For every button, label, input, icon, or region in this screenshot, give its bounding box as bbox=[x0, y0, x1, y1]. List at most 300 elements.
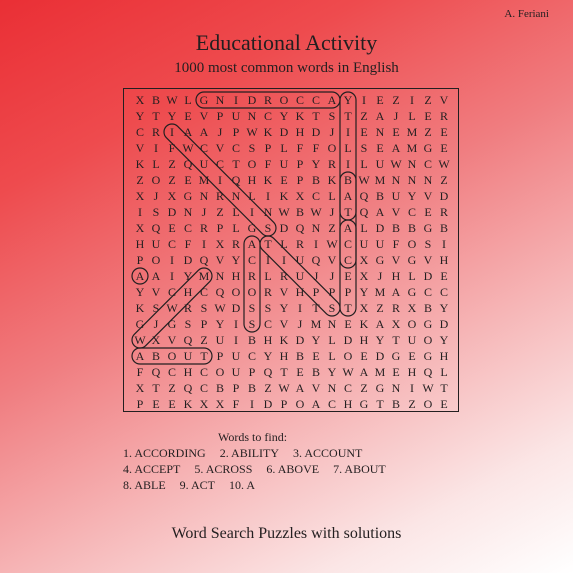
grid-letter: X bbox=[391, 317, 401, 331]
grid-letter: I bbox=[250, 397, 254, 411]
grid-letter: D bbox=[231, 301, 241, 315]
grid-letter: Q bbox=[263, 365, 273, 379]
grid-letter: L bbox=[264, 269, 272, 283]
grid-letter: B bbox=[215, 381, 224, 395]
cover-footer: Word Search Puzzles with solutions bbox=[171, 525, 402, 542]
grid-letter: E bbox=[376, 93, 384, 107]
grid-letter: Q bbox=[183, 381, 193, 395]
grid-letter: W bbox=[310, 205, 322, 219]
grid-letter: Z bbox=[216, 205, 224, 219]
grid-letter: S bbox=[200, 301, 208, 315]
grid-letter: D bbox=[183, 253, 193, 267]
grid-letter: K bbox=[279, 189, 289, 203]
grid-letter: X bbox=[135, 221, 145, 235]
grid-letter: D bbox=[279, 221, 289, 235]
word-item: 5. ACROSS bbox=[194, 462, 253, 476]
grid-letter: O bbox=[343, 349, 353, 363]
grid-letter: B bbox=[423, 301, 432, 315]
grid-letter: P bbox=[264, 141, 272, 155]
grid-letter: F bbox=[392, 237, 400, 251]
grid-letter: L bbox=[440, 365, 448, 379]
grid-letter: B bbox=[391, 397, 400, 411]
grid-letter: V bbox=[311, 381, 321, 395]
grid-letter: R bbox=[183, 301, 192, 315]
grid-letter: E bbox=[424, 205, 432, 219]
grid-letter: E bbox=[392, 365, 400, 379]
grid-letter: B bbox=[343, 173, 352, 187]
grid-letter: D bbox=[439, 317, 449, 331]
grid-letter: N bbox=[215, 93, 225, 107]
grid-letter: I bbox=[234, 333, 238, 347]
grid-letter: G bbox=[199, 93, 209, 107]
grid-letter: E bbox=[440, 269, 448, 283]
grid-letter: P bbox=[296, 157, 304, 171]
grid-letter: W bbox=[326, 237, 338, 251]
grid-letter: A bbox=[343, 189, 353, 203]
grid-letter: E bbox=[344, 269, 352, 283]
grid-letter: R bbox=[295, 237, 304, 251]
grid-letter: I bbox=[218, 173, 222, 187]
grid-letter: E bbox=[392, 125, 400, 139]
grid-letter: K bbox=[263, 125, 273, 139]
grid-letter: U bbox=[375, 157, 385, 171]
grid-letter: I bbox=[170, 125, 174, 139]
grid-letter: V bbox=[327, 253, 337, 267]
grid-letter: Q bbox=[359, 205, 369, 219]
grid-letter: D bbox=[423, 269, 433, 283]
grid-letter: X bbox=[359, 253, 369, 267]
grid-letter: V bbox=[151, 285, 161, 299]
grid-letter: S bbox=[360, 141, 368, 155]
grid-letter: Z bbox=[200, 333, 208, 347]
grid-letter: P bbox=[296, 173, 304, 187]
grid-letter: D bbox=[167, 205, 177, 219]
grid-letter: L bbox=[360, 221, 368, 235]
grid-letter: N bbox=[391, 381, 401, 395]
grid-letter: H bbox=[247, 173, 257, 187]
grid-letter: N bbox=[391, 173, 401, 187]
grid-letter: D bbox=[439, 189, 449, 203]
grid-letter: V bbox=[135, 141, 145, 155]
grid-letter: K bbox=[135, 301, 145, 315]
grid-letter: V bbox=[423, 253, 433, 267]
grid-letter: K bbox=[359, 317, 369, 331]
grid-letter: Q bbox=[151, 365, 161, 379]
grid-letter: E bbox=[296, 365, 304, 379]
grid-letter: F bbox=[296, 141, 304, 155]
grid-letter: W bbox=[358, 173, 370, 187]
grid-letter: M bbox=[406, 125, 418, 139]
grid-letter: I bbox=[154, 141, 158, 155]
grid-letter: P bbox=[328, 285, 336, 299]
grid-letter: H bbox=[183, 365, 193, 379]
grid-letter: I bbox=[298, 301, 302, 315]
grid-letter: D bbox=[343, 333, 353, 347]
grid-letter: M bbox=[374, 365, 386, 379]
grid-letter: J bbox=[329, 205, 335, 219]
word-item: 7. ABOUT bbox=[333, 462, 386, 476]
grid-letter: L bbox=[328, 333, 336, 347]
grid-letter: A bbox=[295, 381, 305, 395]
grid-letter: G bbox=[423, 221, 433, 235]
grid-letter: L bbox=[408, 109, 416, 123]
grid-letter: K bbox=[135, 157, 145, 171]
grid-letter: M bbox=[198, 269, 210, 283]
grid-letter: N bbox=[183, 205, 193, 219]
grid-letter: Z bbox=[136, 173, 144, 187]
words-heading: Words to find: bbox=[218, 430, 288, 444]
grid-letter: C bbox=[343, 237, 352, 251]
grid-letter: Y bbox=[327, 365, 337, 379]
grid-letter: W bbox=[390, 157, 402, 171]
grid-letter: Y bbox=[311, 157, 321, 171]
grid-letter: W bbox=[422, 381, 434, 395]
grid-letter: W bbox=[246, 125, 258, 139]
grid-letter: J bbox=[329, 125, 335, 139]
grid-letter: W bbox=[214, 301, 226, 315]
grid-letter: H bbox=[407, 365, 417, 379]
grid-letter: W bbox=[182, 141, 194, 155]
grid-letter: P bbox=[232, 125, 240, 139]
grid-letter: F bbox=[232, 397, 240, 411]
grid-letter: T bbox=[440, 381, 448, 395]
grid-letter: W bbox=[166, 93, 178, 107]
grid-letter: S bbox=[152, 301, 160, 315]
grid-letter: E bbox=[312, 349, 320, 363]
grid-row bbox=[132, 395, 452, 413]
grid-letter: W bbox=[278, 205, 290, 219]
grid-letter: T bbox=[376, 397, 384, 411]
grid-letter: H bbox=[295, 285, 305, 299]
grid-letter: J bbox=[393, 109, 399, 123]
grid-letter: C bbox=[311, 93, 320, 107]
grid-letter: A bbox=[375, 109, 385, 123]
grid-letter: Q bbox=[199, 253, 209, 267]
grid-letter: I bbox=[202, 237, 206, 251]
grid-letter: Z bbox=[360, 381, 368, 395]
grid-letter: G bbox=[423, 349, 433, 363]
grid-letter: Z bbox=[408, 397, 416, 411]
grid-letter: Y bbox=[135, 285, 145, 299]
grid-letter: F bbox=[136, 365, 144, 379]
grid-letter: H bbox=[343, 397, 353, 411]
grid-letter: C bbox=[439, 285, 448, 299]
grid-letter: L bbox=[360, 157, 368, 171]
grid-letter: Y bbox=[279, 109, 289, 123]
grid-letter: E bbox=[184, 173, 192, 187]
grid-letter: Z bbox=[328, 221, 336, 235]
grid-letter: A bbox=[359, 365, 369, 379]
grid-letter: E bbox=[376, 141, 384, 155]
grid-letter: J bbox=[153, 189, 159, 203]
grid-letter: D bbox=[279, 125, 289, 139]
grid-letter: D bbox=[247, 93, 257, 107]
grid-letter: N bbox=[375, 125, 385, 139]
grid-letter: B bbox=[151, 93, 160, 107]
grid-letter: X bbox=[359, 301, 369, 315]
grid-letter: Q bbox=[183, 157, 193, 171]
grid-letter: C bbox=[231, 141, 240, 155]
grid-letter: Z bbox=[360, 109, 368, 123]
grid-letter: Y bbox=[215, 317, 225, 331]
grid-letter: E bbox=[280, 173, 288, 187]
grid-letter: T bbox=[344, 301, 352, 315]
grid-letter: E bbox=[440, 397, 448, 411]
grid-letter: T bbox=[200, 349, 208, 363]
grid-letter: A bbox=[343, 221, 353, 235]
grid-letter: A bbox=[135, 349, 145, 363]
grid-letter: F bbox=[312, 141, 320, 155]
grid-letter: Y bbox=[311, 333, 321, 347]
grid-letter: O bbox=[279, 93, 289, 107]
grid-letter: B bbox=[247, 381, 256, 395]
grid-letter: H bbox=[183, 285, 193, 299]
grid-letter: I bbox=[410, 381, 414, 395]
grid-letter: G bbox=[423, 141, 433, 155]
grid-letter: G bbox=[375, 381, 385, 395]
grid-letter: L bbox=[184, 93, 192, 107]
grid-letter: E bbox=[184, 109, 192, 123]
grid-letter: S bbox=[328, 301, 336, 315]
grid-letter: L bbox=[328, 189, 336, 203]
grid-letter: Z bbox=[424, 93, 432, 107]
grid-letter: A bbox=[151, 269, 161, 283]
grid-letter: O bbox=[407, 237, 417, 251]
grid-letter: D bbox=[295, 333, 305, 347]
grid-letter: E bbox=[168, 221, 176, 235]
grid-letter: E bbox=[360, 125, 368, 139]
grid-letter: C bbox=[167, 365, 176, 379]
grid-letter: H bbox=[439, 253, 449, 267]
grid-letter: W bbox=[134, 333, 146, 347]
grid-letter: W bbox=[166, 301, 178, 315]
grid-letter: A bbox=[183, 125, 193, 139]
grid-letter: P bbox=[200, 317, 208, 331]
grid-letter: S bbox=[248, 317, 256, 331]
grid-letter: B bbox=[375, 189, 384, 203]
grid-letter: Q bbox=[151, 221, 161, 235]
grid-letter: L bbox=[232, 205, 240, 219]
grid-letter: S bbox=[184, 317, 192, 331]
grid-letter: C bbox=[199, 381, 208, 395]
grid-letter: Y bbox=[407, 189, 417, 203]
grid-letter: V bbox=[279, 285, 289, 299]
grid-letter: C bbox=[247, 349, 256, 363]
grid-letter: A bbox=[311, 397, 321, 411]
grid-letter: X bbox=[151, 333, 161, 347]
grid-letter: T bbox=[264, 237, 272, 251]
page-title: Educational Activity bbox=[195, 30, 378, 55]
grid-letter: V bbox=[439, 93, 449, 107]
grid-letter: C bbox=[183, 221, 192, 235]
grid-letter: L bbox=[152, 157, 160, 171]
grid-letter: A bbox=[199, 125, 209, 139]
grid-letter: L bbox=[280, 237, 288, 251]
grid-letter: U bbox=[231, 365, 241, 379]
grid-letter: P bbox=[344, 285, 352, 299]
grid-letter: C bbox=[215, 157, 224, 171]
grid-letter: G bbox=[407, 285, 417, 299]
grid-letter: I bbox=[234, 317, 238, 331]
grid-letter: N bbox=[247, 109, 257, 123]
grid-letter: P bbox=[280, 397, 288, 411]
grid-letter: O bbox=[215, 365, 225, 379]
grid-letter: X bbox=[407, 301, 417, 315]
grid-letter: V bbox=[167, 333, 177, 347]
grid-letter: I bbox=[266, 189, 270, 203]
grid-letter: H bbox=[391, 269, 401, 283]
grid-letter: X bbox=[135, 189, 145, 203]
grid-letter: R bbox=[263, 93, 272, 107]
grid-letter: F bbox=[264, 157, 272, 171]
grid-letter: N bbox=[231, 189, 241, 203]
grid-letter: S bbox=[248, 301, 256, 315]
grid-letter: N bbox=[423, 173, 433, 187]
grid-letter: S bbox=[424, 237, 432, 251]
grid-letter: A bbox=[135, 269, 145, 283]
grid-letter: S bbox=[328, 109, 336, 123]
grid-letter: Y bbox=[343, 93, 353, 107]
grid-letter: N bbox=[199, 189, 209, 203]
grid-letter: Y bbox=[439, 301, 449, 315]
grid-letter: P bbox=[136, 397, 144, 411]
grid-letter: R bbox=[231, 237, 240, 251]
grid-letter: C bbox=[199, 365, 208, 379]
grid-letter: A bbox=[391, 285, 401, 299]
grid-letter: G bbox=[183, 189, 193, 203]
grid-letter: O bbox=[247, 285, 257, 299]
grid-letter: K bbox=[279, 333, 289, 347]
grid-letter: Y bbox=[359, 285, 369, 299]
page-subtitle: 1000 most common words in English bbox=[174, 60, 399, 76]
word-item: 4. ACCEPT bbox=[123, 462, 181, 476]
grid-letter: T bbox=[392, 333, 400, 347]
grid-letter: A bbox=[391, 141, 401, 155]
grid-letter: O bbox=[151, 173, 161, 187]
grid-letter: F bbox=[184, 237, 192, 251]
grid-letter: P bbox=[216, 109, 224, 123]
grid-letter: U bbox=[231, 109, 241, 123]
grid-letter: E bbox=[440, 141, 448, 155]
grid-letter: X bbox=[359, 269, 369, 283]
grid-letter: P bbox=[248, 365, 256, 379]
grid-letter: Q bbox=[423, 365, 433, 379]
grid-letter: T bbox=[152, 109, 160, 123]
grid-letter: I bbox=[282, 253, 286, 267]
grid-letter: Y bbox=[167, 109, 177, 123]
grid-letter: M bbox=[198, 173, 210, 187]
grid-letter: R bbox=[439, 109, 448, 123]
grid-letter: C bbox=[199, 141, 208, 155]
grid-letter: N bbox=[327, 317, 337, 331]
grid-letter: E bbox=[424, 109, 432, 123]
word-list-line bbox=[123, 461, 463, 477]
grid-letter: D bbox=[311, 125, 321, 139]
grid-letter: U bbox=[151, 237, 161, 251]
word-item: 9. ACT bbox=[179, 478, 216, 492]
grid-letter: Z bbox=[168, 381, 176, 395]
grid-letter: T bbox=[312, 109, 320, 123]
grid-letter: V bbox=[391, 253, 401, 267]
grid-letter: V bbox=[215, 253, 225, 267]
grid-letter: C bbox=[423, 285, 432, 299]
grid-letter: R bbox=[439, 205, 448, 219]
grid-letter: N bbox=[327, 381, 337, 395]
grid-letter: J bbox=[377, 269, 383, 283]
grid-letter: I bbox=[170, 253, 174, 267]
grid-letter: M bbox=[374, 173, 386, 187]
grid-letter: J bbox=[329, 269, 335, 283]
grid-letter: B bbox=[295, 205, 304, 219]
grid-letter: Q bbox=[183, 333, 193, 347]
grid-letter: J bbox=[217, 125, 223, 139]
grid-letter: E bbox=[440, 125, 448, 139]
grid-letter: O bbox=[247, 157, 257, 171]
grid-letter: K bbox=[183, 397, 193, 411]
grid-letter: H bbox=[231, 269, 241, 283]
word-item: 2. ABILITY bbox=[219, 446, 280, 460]
grid-letter: P bbox=[216, 221, 224, 235]
grid-letter: X bbox=[135, 381, 145, 395]
grid-letter: X bbox=[215, 397, 225, 411]
grid-letter: C bbox=[295, 93, 304, 107]
grid-letter: Y bbox=[135, 109, 145, 123]
grid-letter: I bbox=[266, 253, 270, 267]
grid-letter: Q bbox=[311, 253, 321, 267]
grid-letter: C bbox=[423, 157, 432, 171]
grid-letter: N bbox=[407, 173, 417, 187]
grid-letter: C bbox=[199, 285, 208, 299]
grid-letter: W bbox=[438, 157, 450, 171]
grid-letter: Y bbox=[183, 269, 193, 283]
grid-letter: J bbox=[153, 317, 159, 331]
grid-letter: O bbox=[167, 349, 177, 363]
grid-letter: M bbox=[310, 317, 322, 331]
grid-letter: T bbox=[232, 157, 240, 171]
grid-letter: I bbox=[138, 205, 142, 219]
grid-letter: G bbox=[167, 317, 177, 331]
grid-letter: Z bbox=[168, 173, 176, 187]
grid-letter: U bbox=[279, 157, 289, 171]
grid-letter: C bbox=[263, 109, 272, 123]
grid-letter: U bbox=[231, 349, 241, 363]
grid-letter: V bbox=[423, 189, 433, 203]
grid-letter: U bbox=[183, 349, 193, 363]
grid-letter: B bbox=[295, 349, 304, 363]
grid-letter: R bbox=[279, 269, 288, 283]
grid-letter: P bbox=[216, 349, 224, 363]
grid-letter: E bbox=[168, 397, 176, 411]
word-item: 3. ACCOUNT bbox=[293, 446, 363, 460]
grid-letter: C bbox=[167, 285, 176, 299]
grid-letter: B bbox=[391, 221, 400, 235]
grid-letter: Z bbox=[392, 93, 400, 107]
word-list bbox=[123, 445, 463, 493]
grid-letter: O bbox=[327, 141, 337, 155]
grid-letter: I bbox=[346, 125, 350, 139]
grid-letter: J bbox=[201, 205, 207, 219]
grid-letter: Q bbox=[231, 173, 241, 187]
grid-letter: R bbox=[199, 221, 208, 235]
grid-letter: Y bbox=[231, 253, 241, 267]
grid-letter: M bbox=[374, 285, 386, 299]
grid-letter: U bbox=[407, 333, 417, 347]
grid-letter: X bbox=[295, 189, 305, 203]
grid-letter: R bbox=[151, 125, 160, 139]
grid-letter: R bbox=[247, 269, 256, 283]
word-item: 10. A bbox=[229, 478, 256, 492]
grid-letter: B bbox=[151, 349, 160, 363]
